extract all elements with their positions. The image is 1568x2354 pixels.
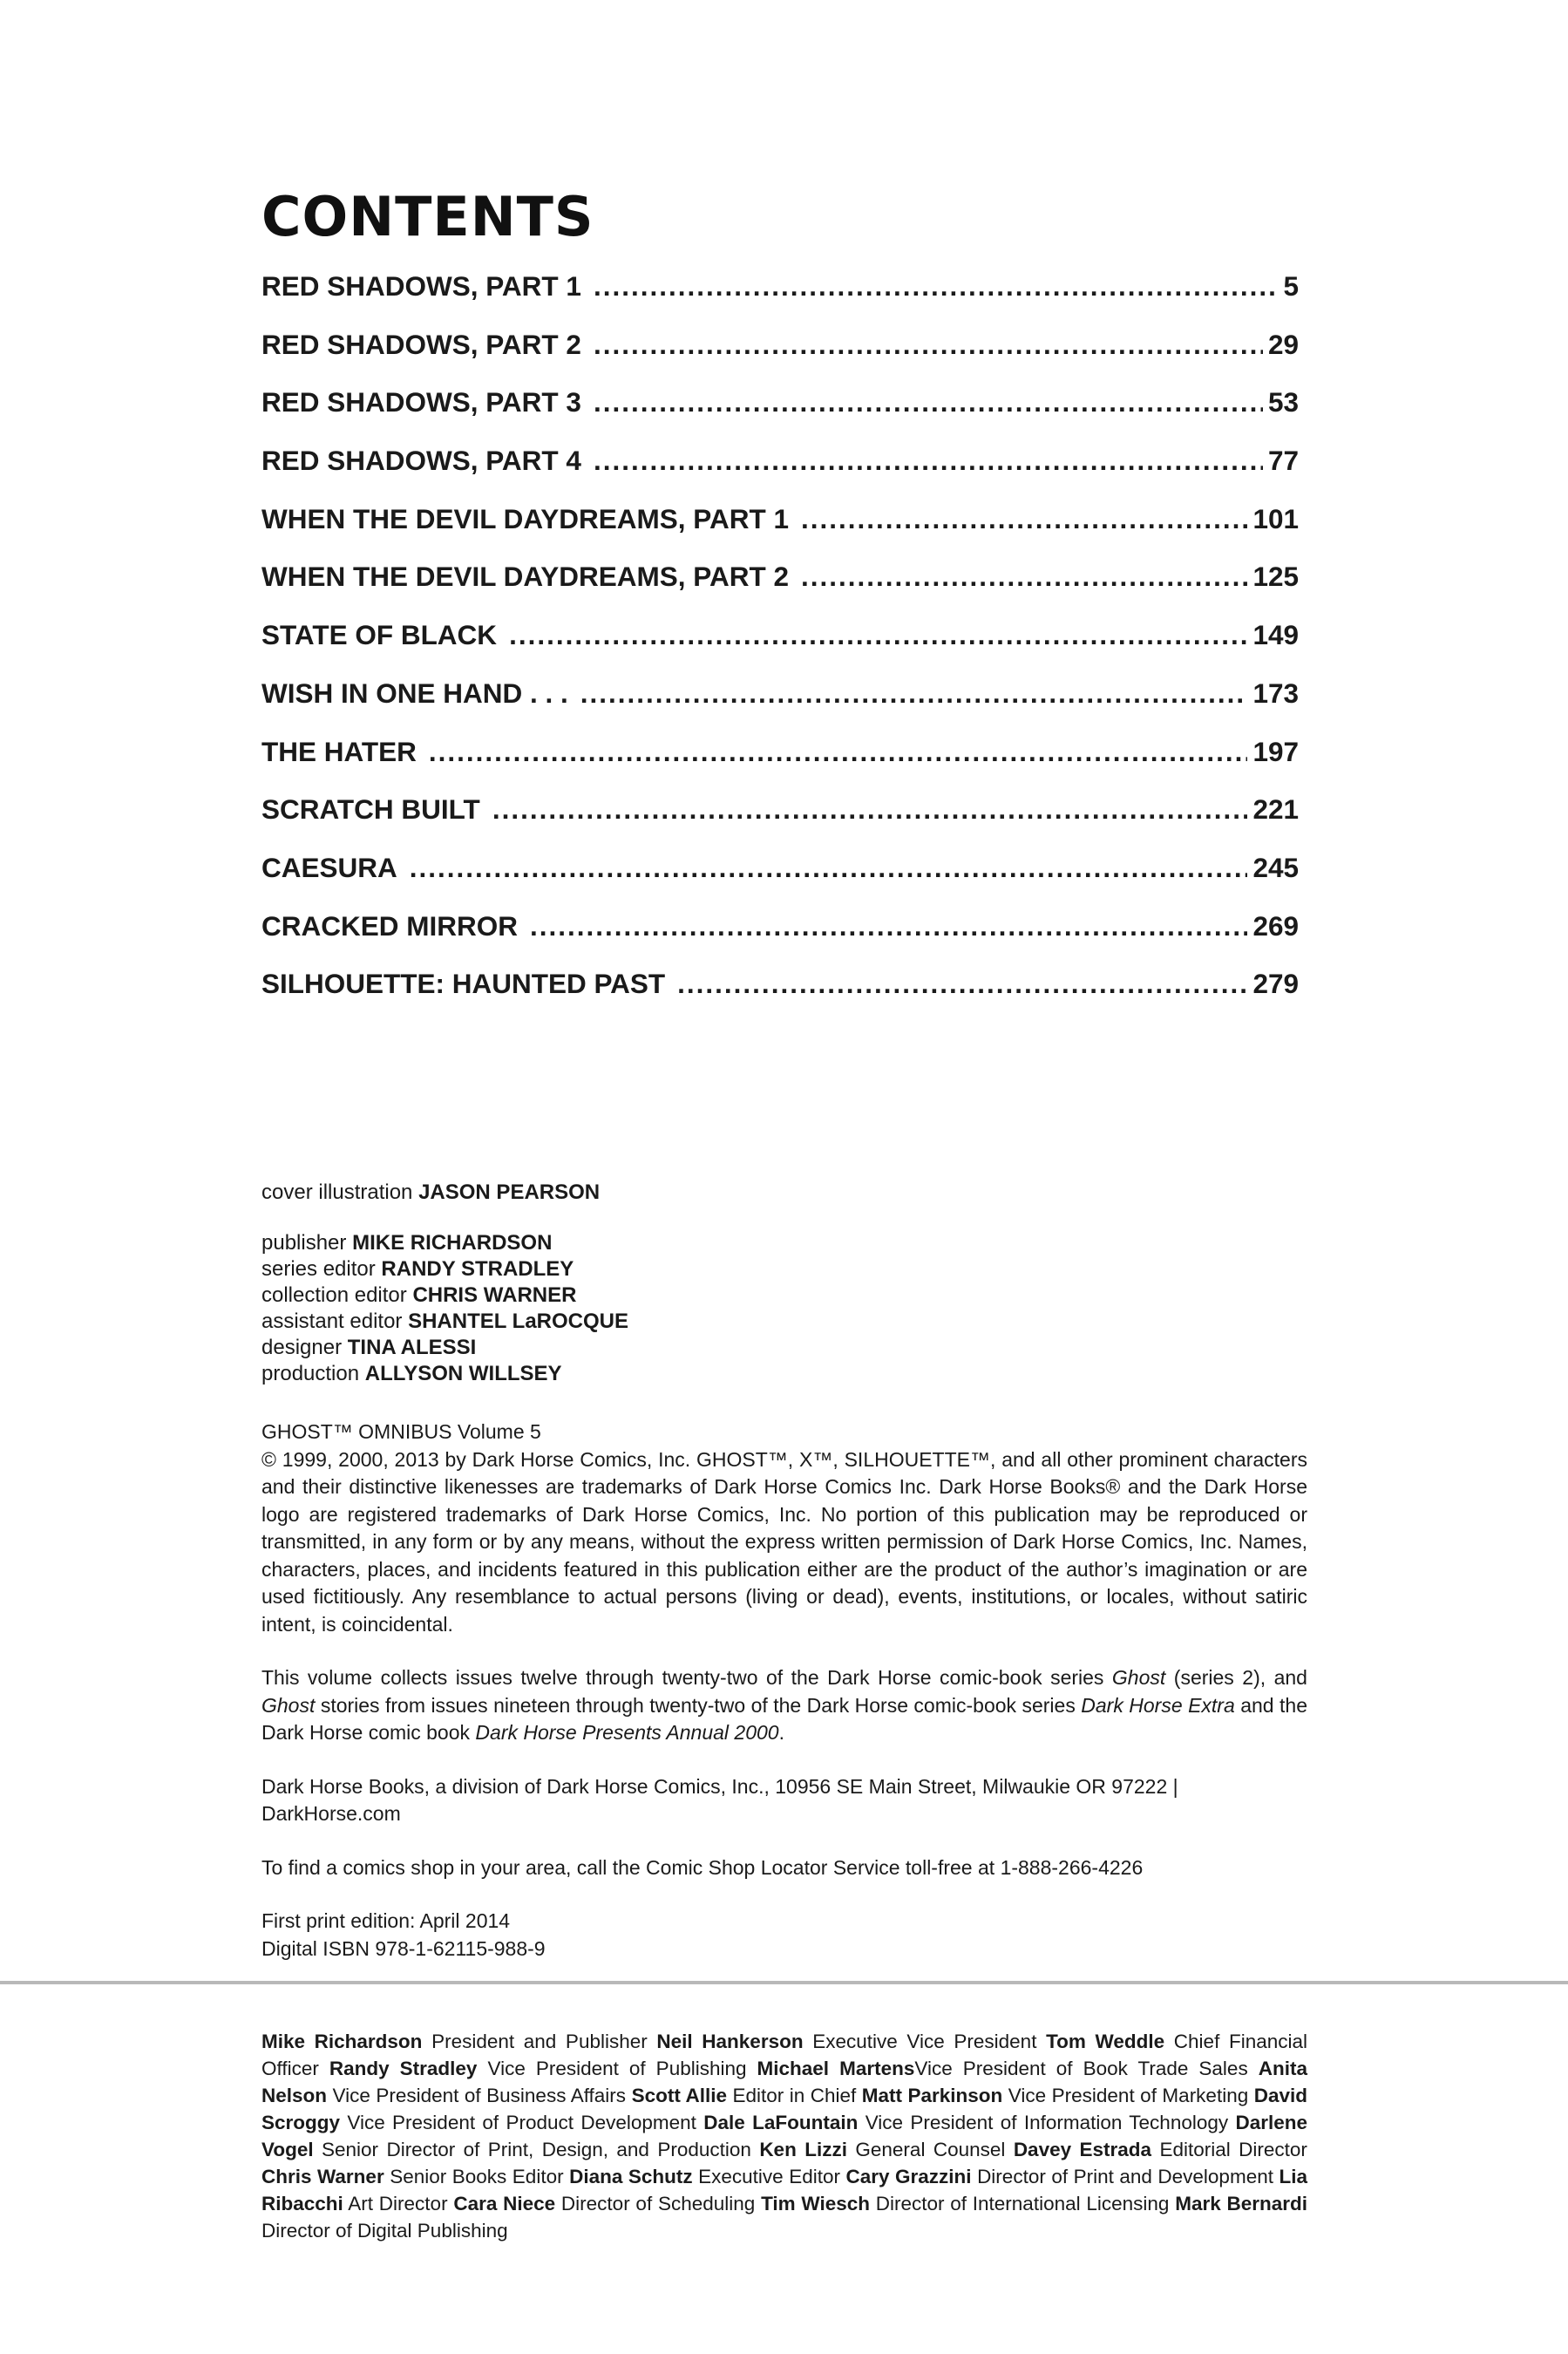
toc-entry-page: 173 (1252, 677, 1299, 709)
toc-entry-page: 125 (1252, 561, 1299, 593)
credit-role: series editor (261, 1257, 376, 1281)
toc-entry-page: 101 (1252, 502, 1299, 534)
staff-name: Matt Parkinson (861, 2085, 1003, 2106)
staff-title: General Counsel (855, 2139, 1006, 2160)
toc-leader-dots (580, 677, 1248, 710)
toc-entry-title: RED SHADOWS, PART 2 (261, 328, 581, 360)
credit-name: RANDY STRADLEY (381, 1257, 574, 1281)
credit-production (261, 1361, 1307, 1387)
toc-leader-dots (801, 561, 1247, 593)
staff-name: Davey Estrada (1013, 2139, 1152, 2160)
toc-entry-page: 279 (1252, 968, 1299, 1000)
staff-title: Director of Digital Publishing (261, 2220, 508, 2242)
toc-entry-page: 149 (1252, 619, 1299, 651)
staff-name: Chris Warner (261, 2166, 384, 2187)
credit-assistant-editor (261, 1309, 1307, 1335)
toc-leader-dots (594, 329, 1263, 361)
toc-entry-title: WHEN THE DEVIL DAYDREAMS, PART 2 (261, 561, 789, 593)
credit-name: JASON PEARSON (418, 1180, 601, 1204)
shop-locator: To find a comics shop in your area, call the Comic Shop Locator Service toll-free at 1-888-266-4226 (261, 1855, 1144, 1879)
toc-leader-dots (530, 910, 1247, 942)
credit-collection-editor (261, 1282, 1307, 1309)
staff-name: Diana Schutz (569, 2166, 693, 2187)
credit-name: SHANTEL LaROCQUE (408, 1310, 629, 1333)
credit-name: CHRIS WARNER (412, 1283, 577, 1307)
staff-title: Art Director (348, 2193, 448, 2215)
volume-title: GHOST™ OMNIBUS Volume 5 (261, 1420, 541, 1443)
toc-entry[interactable] (261, 445, 1299, 503)
credit-cover (261, 1180, 1307, 1206)
toc-entry[interactable] (261, 677, 1299, 736)
staff-name: Darlene Vogel (261, 2112, 1307, 2160)
credit-role: collection editor (261, 1283, 407, 1307)
credit-name: ALLYSON WILLSEY (364, 1362, 562, 1385)
toc-leader-dots (594, 386, 1263, 418)
toc-leader-dots (594, 445, 1263, 477)
collects-notice: This volume collects issues twelve through twenty-two of the Dark Horse comic-book series Ghost (series 2), and Ghost stories from issues nineteen through twenty-two of the Dark Horse comic-book series Dark Horse Extra and the Dark Horse comic book Dark Horse Presents Annual 2000. (261, 1666, 1308, 1744)
staff-title: Director of Print and Development (977, 2166, 1273, 2187)
toc-entry[interactable] (261, 386, 1299, 445)
staff-title: Chief Financial Officer (261, 2031, 1307, 2079)
toc-entry-page: 197 (1252, 735, 1299, 767)
credit-role: publisher (261, 1231, 347, 1255)
print-edition: First print edition: April 2014 (261, 1909, 511, 1932)
toc-entry-title: SCRATCH BUILT (261, 793, 480, 826)
staff-title: Vice President of Publishing (487, 2058, 747, 2079)
staff-name: Randy Stradley (329, 2058, 478, 2079)
credit-role: assistant editor (261, 1310, 403, 1333)
toc-leader-dots (492, 793, 1248, 826)
table-of-contents (261, 270, 1299, 1026)
staff-title: Editor in Chief (732, 2085, 857, 2106)
staff-name: Mark Bernardi (1175, 2193, 1308, 2215)
toc-entry-title: THE HATER (261, 735, 417, 767)
credit-role: designer (261, 1336, 343, 1359)
section-divider (0, 1981, 1568, 1984)
publisher-address: Dark Horse Books, a division of Dark Horse Comics, Inc., 10956 SE Main Street, Milwaukie OR 97222 | DarkHorse.com (261, 1774, 1178, 1825)
toc-entry-title: WHEN THE DEVIL DAYDREAMS, PART 1 (261, 502, 789, 534)
toc-entry-title: CAESURA (261, 851, 397, 883)
toc-leader-dots (594, 270, 1279, 303)
staff-name: David Scroggy (261, 2085, 1308, 2133)
toc-leader-dots (429, 736, 1248, 768)
staff-title: Vice President of Book Trade Sales (914, 2058, 1248, 2079)
contents-heading: CONTENTS (261, 185, 594, 248)
staff-title: Executive Editor (698, 2166, 840, 2187)
toc-entry[interactable] (261, 561, 1299, 619)
credit-designer (261, 1335, 1307, 1361)
staff-name: Cara Niece (453, 2193, 556, 2215)
staff-name: Cary Grazzini (845, 2166, 972, 2187)
staff-title: Vice President of Marketing (1008, 2085, 1249, 2106)
credit-name: TINA ALESSI (347, 1336, 477, 1359)
staff-name: Ken Lizzi (759, 2139, 847, 2160)
staff-name: Michael Martens (757, 2058, 915, 2079)
staff-name: Lia Ribacchi (261, 2166, 1307, 2215)
staff-title: Executive Vice President (812, 2031, 1037, 2052)
staff-list (261, 2028, 1307, 2244)
toc-entry-page: 53 (1267, 386, 1299, 418)
toc-entry[interactable] (261, 503, 1299, 561)
toc-entry-title: STATE OF BLACK (261, 619, 498, 651)
toc-entry-page: 245 (1252, 851, 1299, 883)
staff-title: Vice President of Business Affairs (332, 2085, 627, 2106)
staff-name: Scott Allie (631, 2085, 727, 2106)
credit-role: production (261, 1362, 360, 1385)
toc-entry-title: WISH IN ONE HAND . . . (261, 677, 568, 709)
copyright-notice: © 1999, 2000, 2013 by Dark Horse Comics, Inc. GHOST™, X™, SILHOUETTE™, and all other prominent characters and their distinctive likenesses are trademarks of Dark Horse Comics Inc. Dark Horse Books® and the Dark Horse logo are registered trademarks of Dark Horse Comics, Inc. No portion of this publication may be reproduced or transmitted, in any form or by any means, without the express written permission of Dark Horse Comics, Inc. Names, characters, places, and incidents featured in this publication either are the product of the author’s imagination or are used fictitiously. Any resemblance to actual persons (living or dead), events, institutions, or locales, without satiric intent, is coincidental. (261, 1447, 1307, 1636)
staff-title: Vice President of Information Technology (865, 2112, 1229, 2133)
staff-title: Senior Director of Print, Design, and Production (322, 2139, 751, 2160)
credit-name: MIKE RICHARDSON (352, 1231, 553, 1255)
credit-publisher (261, 1230, 1307, 1256)
toc-entry-title: RED SHADOWS, PART 1 (261, 270, 581, 302)
staff-name: Anita Nelson (261, 2058, 1307, 2106)
credits-block (261, 1180, 1307, 1387)
toc-entry-title: CRACKED MIRROR (261, 909, 518, 942)
toc-entry[interactable] (261, 329, 1299, 387)
toc-leader-dots (410, 852, 1248, 884)
toc-entry[interactable] (261, 736, 1299, 794)
toc-entry-page: 269 (1252, 909, 1299, 942)
toc-entry[interactable] (261, 968, 1299, 1026)
toc-entry-title: RED SHADOWS, PART 4 (261, 445, 581, 477)
staff-name: Mike Richardson (261, 2031, 423, 2052)
toc-entry[interactable] (261, 793, 1299, 852)
credit-role: cover illustration (261, 1180, 413, 1204)
toc-entry-page: 221 (1252, 793, 1299, 826)
staff-title: Director of Scheduling (560, 2193, 756, 2215)
staff-title: President and Publisher (431, 2031, 648, 2052)
toc-entry[interactable] (261, 852, 1299, 910)
staff-name: Tim Wiesch (761, 2193, 870, 2215)
toc-entry-title: RED SHADOWS, PART 3 (261, 386, 581, 418)
toc-entry-page: 5 (1283, 270, 1299, 302)
toc-entry[interactable] (261, 619, 1299, 677)
toc-entry-page: 29 (1267, 328, 1299, 360)
credit-series-editor (261, 1256, 1307, 1282)
legal-block (261, 1419, 1307, 1963)
toc-leader-dots (677, 968, 1247, 1000)
toc-entry-title: SILHOUETTE: HAUNTED PAST (261, 968, 666, 1000)
staff-name: Neil Hankerson (656, 2031, 804, 2052)
isbn: Digital ISBN 978-1-62115-988-9 (261, 1936, 546, 1960)
staff-title: Director of International Licensing (875, 2193, 1170, 2215)
staff-title: Vice President of Product Development (347, 2112, 696, 2133)
toc-entry[interactable] (261, 910, 1299, 969)
toc-entry[interactable] (261, 270, 1299, 329)
staff-name: Tom Weddle (1046, 2031, 1165, 2052)
staff-title: Senior Books Editor (390, 2166, 564, 2187)
toc-leader-dots (801, 503, 1247, 535)
staff-title: Editorial Director (1159, 2139, 1307, 2160)
toc-leader-dots (509, 619, 1247, 651)
toc-entry-page: 77 (1267, 445, 1299, 477)
staff-name: Dale LaFountain (703, 2112, 859, 2133)
